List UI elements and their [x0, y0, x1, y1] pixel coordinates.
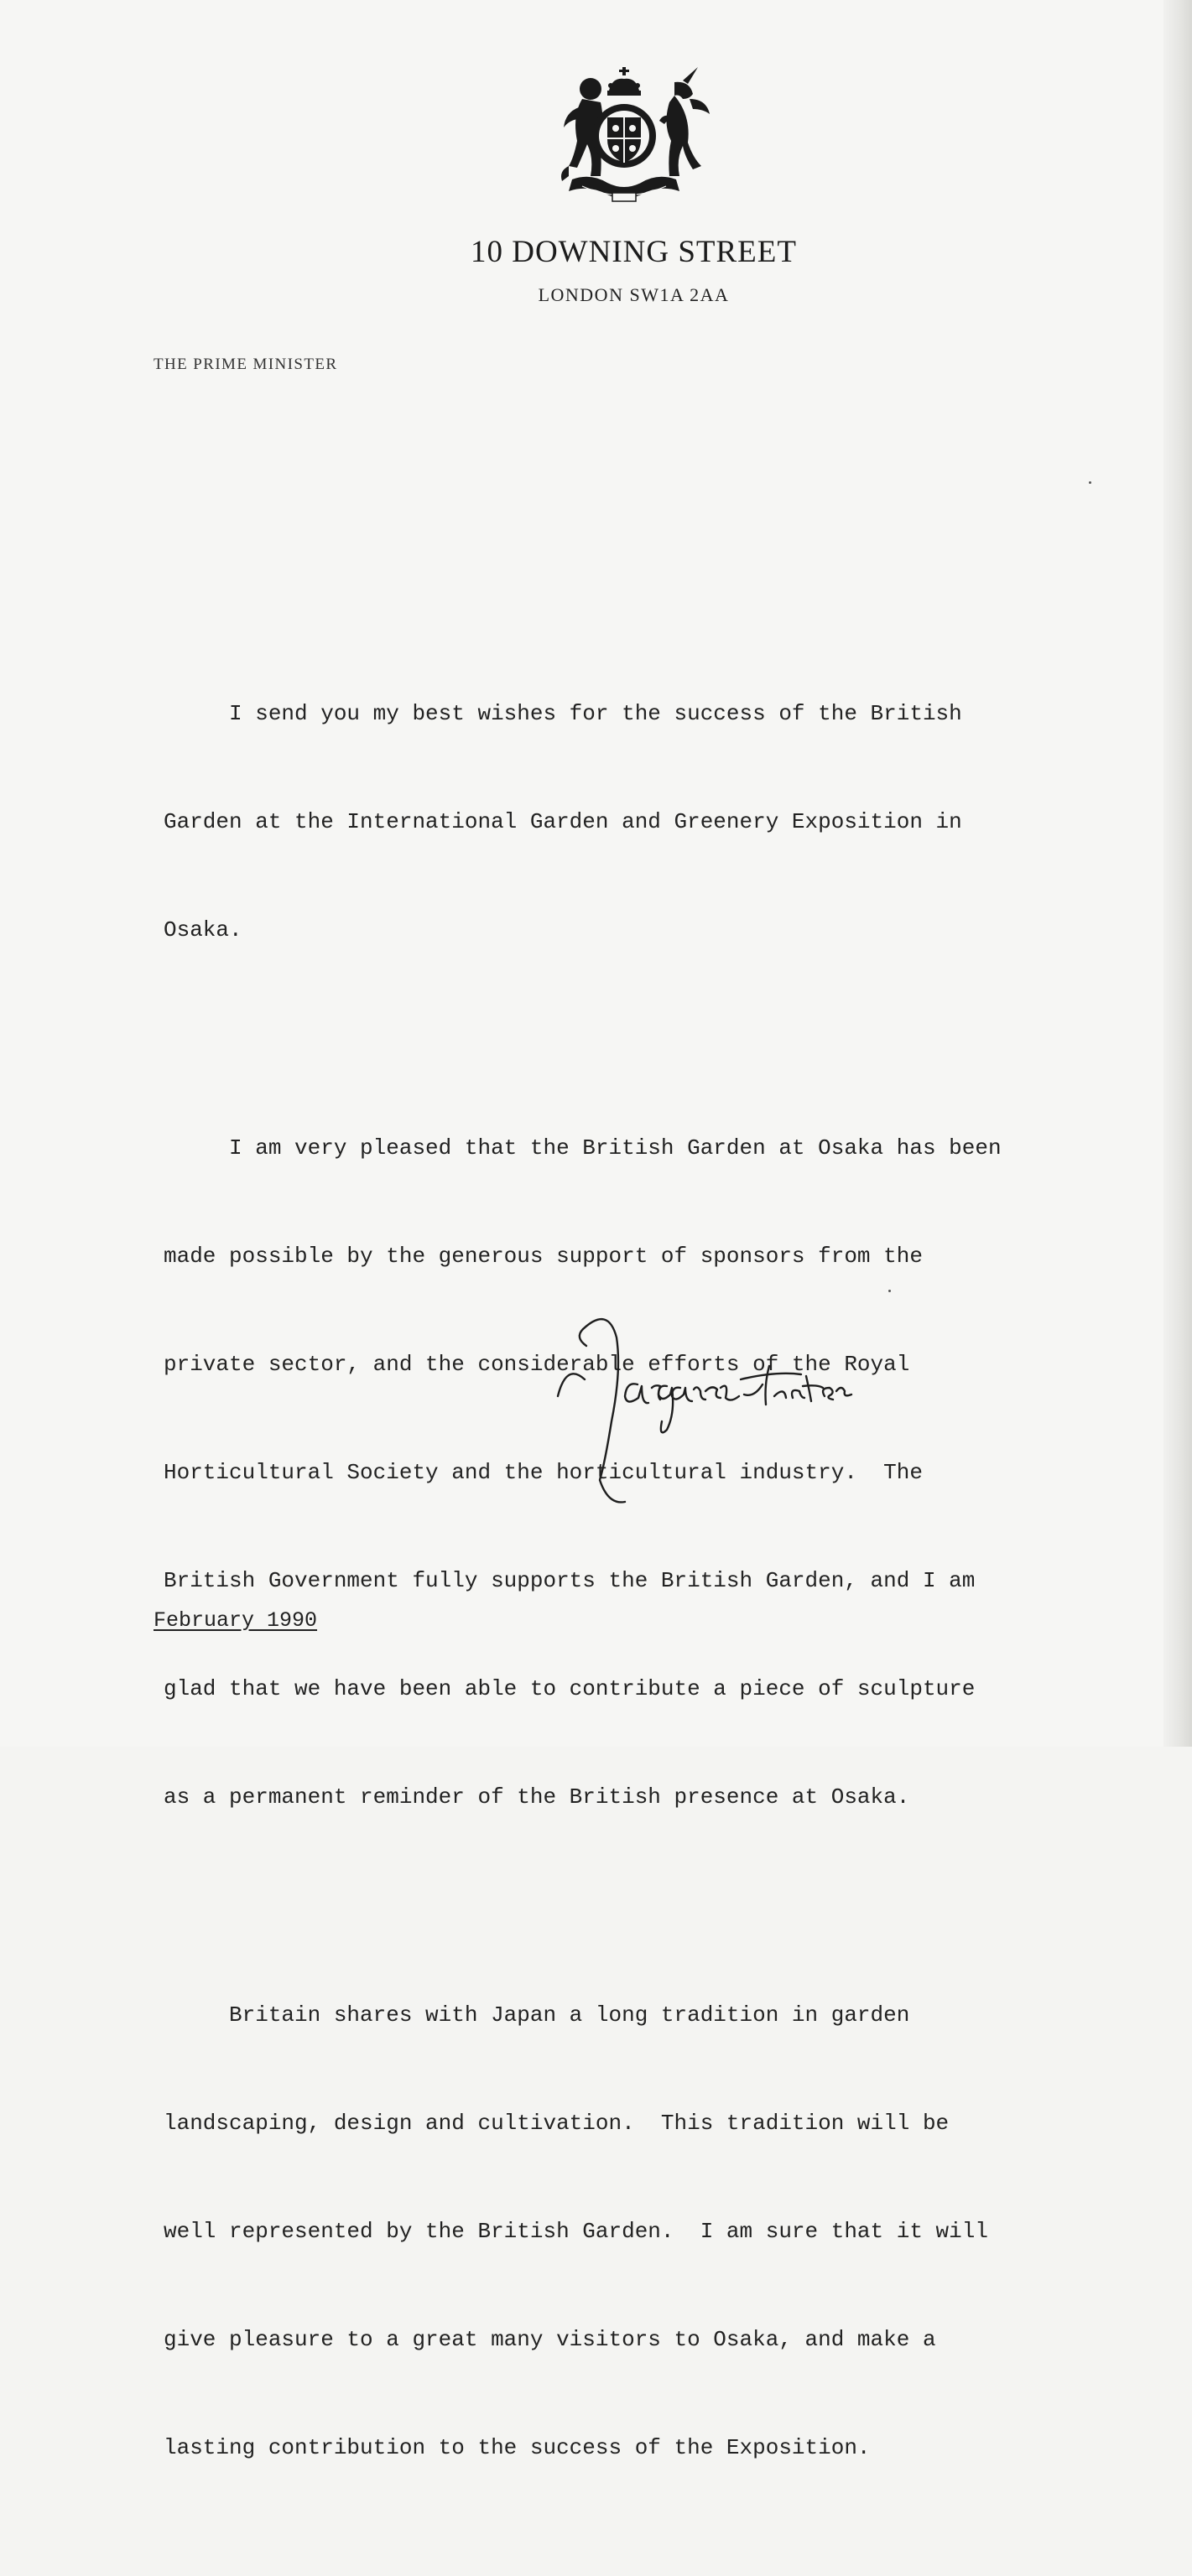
paper-speck	[888, 1290, 891, 1292]
letter-line: as a permanent reminder of the British presence at Osaka.	[164, 1784, 910, 1810]
letter-line: I am very pleased that the British Garden at Osaka has been	[164, 1135, 1002, 1161]
letter-line: Horticultural Society and the horticultural industry. The	[164, 1460, 923, 1485]
letter-line: made possible by the generous support of sponsors from the	[164, 1244, 923, 1269]
paper-speck	[1089, 481, 1091, 484]
letter-line: give pleasure to a great many visitors to Osaka, and make a	[164, 2327, 936, 2352]
letter-line: lasting contribution to the success of the Exposition.	[164, 2435, 871, 2460]
letter-line: British Government fully supports the British Garden, and I am	[164, 1568, 976, 1593]
royal-coat-of-arms-icon	[557, 65, 716, 210]
letterhead-address-line2: LONDON SW1A 2AA	[538, 284, 730, 305]
letter-line: Osaka.	[164, 917, 242, 943]
letter-line: private sector, and the considerable efforts of the Royal	[164, 1352, 910, 1377]
letter-line: I send you my best wishes for the success of the British	[164, 701, 962, 726]
handwritten-signature	[549, 1304, 969, 1514]
letter-paragraph-3	[164, 1925, 1153, 2538]
letter-line: Garden at the International Garden and Greenery Exposition in	[164, 809, 962, 834]
letterhead-office: THE PRIME MINISTER	[154, 356, 338, 373]
letterhead-address-line1: 10 DOWNING STREET	[470, 235, 797, 269]
letter-body	[164, 624, 1153, 2576]
letter-paragraph-1	[164, 624, 1153, 1021]
letter-line: landscaping, design and cultivation. This tradition will be	[164, 2111, 950, 2136]
letter-line: glad that we have been able to contribute a piece of sculpture	[164, 1676, 976, 1701]
letter-line: well represented by the British Garden. I am sure that it will	[164, 2219, 988, 2244]
letter-date: February 1990	[154, 1608, 318, 1633]
letter-line: Britain shares with Japan a long tradition in garden	[164, 2002, 910, 2028]
